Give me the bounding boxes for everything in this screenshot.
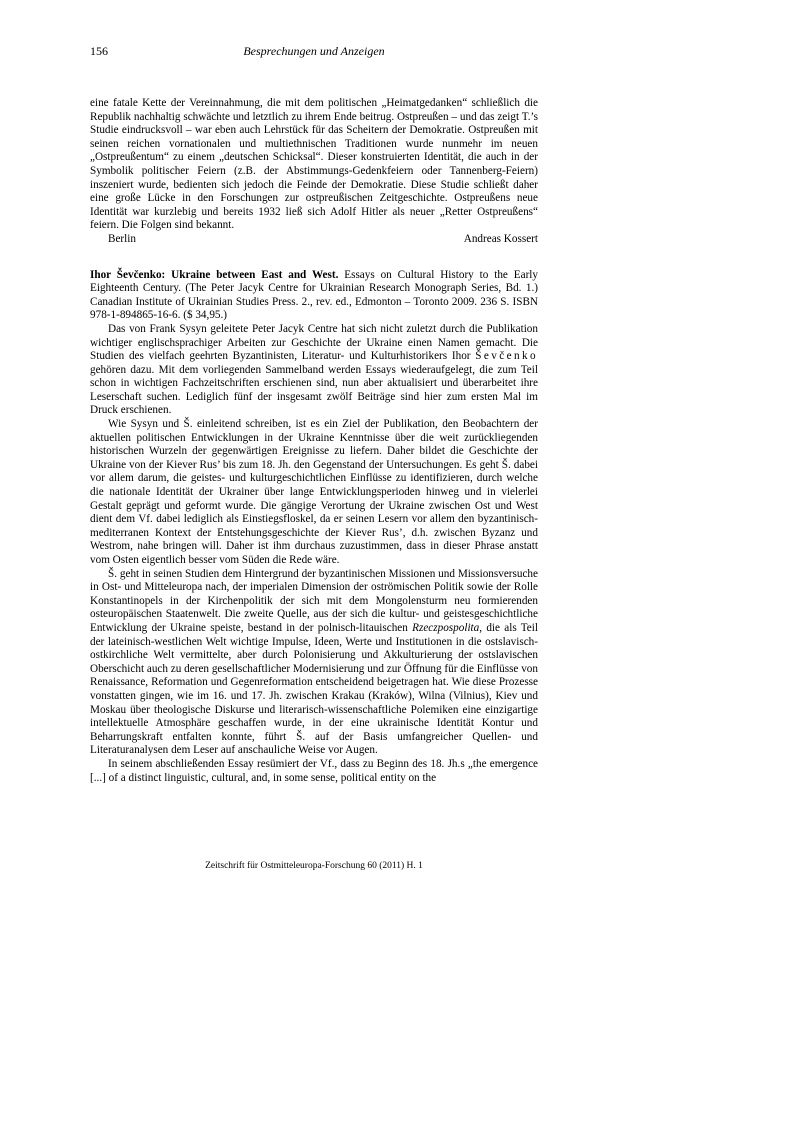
- paragraph-text: , die als Teil der lateinisch-westlichen Welt wichtige Impulse, Ideen, Werte und Institutionen in die ostslavisch-ostkirchliche Welt vermittelte, aber durch Polonisierung und Akkulturierung der ostslavischen Oberschicht auch zu deren gesellschaftlicher Modernisierung und zur Öffnung für die Einflüsse von Renaissance, Reformation und Gegenreformation entscheidend beigetragen hat. Wie diese Prozesse vonstatten gingen, wie im 16. und 17. Jh. zwischen Krakau (Kraków), Wilna (Vilnius), Kiev und Moskau über theologische Diskurse und literarisch-wissenschaftliche Polemiken eine einzigartige intellektuelle Atmosphäre geschaffen wurde, in der eine ukrainische Identität Kontur und Beharrungskraft entfalten konnte, führt Š. auf der Basis umfangreicher Quellen- und Literaturanalysen dem Leser auf anschauliche Weise vor Augen.: [90, 621, 538, 757]
- signature-place: Berlin: [108, 232, 136, 245]
- running-header: [90, 44, 538, 60]
- article-body: [90, 97, 538, 785]
- author-name-spaced: Ševčenko: [475, 350, 538, 363]
- review-bibliography: Essays on Cultural History to the Early Eighteenth Century. (The Peter Jacyk Centre for Ukrainian Research Monograph Series, Bd. 1.) Canadian Institute of Ukrainian Studies Press. 2., rev. ed., Edmonton – Toronto 2009. 236 S. ISBN 978-1-894865-16-6. ($ 34,95.): [90, 268, 538, 322]
- prev-review-paragraph: eine fatale Kette der Vereinnahmung, die mit dem politischen „Heimatgedanken“ schließlich die Republik nachhaltig schwächte und letztlich zu ihrem Ende beitrug. Ostpreußen – und das zeigt T.’s Studie eindrucksvoll – war eben auch Lehrstück für das Scheitern der Demokratie. Ostpreußen mit seinen reichen vornationalen und multiethnischen Traditionen wurde nunmehr im neuen „Ostpreußentum“ zu einem „deutschen Schicksal“. Dieser konstruierten Identität, die auch in der Symbolik politischer Feiern (z.B. der Abstimmungs-Gedenkfeiern oder Tannenberg-Feiern) inszeniert wurde, bedienten sich jedoch die Feinde der Demokratie. Diese Studie schließt daher eine große Lücke in den Forschungen zur ostpreußischen Zeitgeschichte. Ostpreußens neue Identität war kurzlebig und bereits 1932 ließ sich Adolf Hitler als neuer „Retter Ostpreußens“ feiern. Die Folgen sind bekannt.: [90, 97, 538, 232]
- page-number: 156: [90, 44, 108, 58]
- paragraph-text: Das von Frank Sysyn geleitete Peter Jacyk Centre hat sich nicht zuletzt durch die Publikation wichtiger englischsprachiger Arbeiten zur Geschichte der Ukraine einen Namen gemacht. Die Studien des vielfach geehrten Byzantinisten, Literatur- und Kulturhistorikers Ihor: [90, 322, 538, 363]
- review-bibliographic-entry: [90, 269, 538, 323]
- paragraph-text: gehören dazu. Mit dem vorliegenden Sammelband werden Essays wiederaufgelegt, die zum Teil schon in wichtigen Fachzeitschriften erschienen sind, nun aber aktualisiert und überarbeitet ihre Leserschaft suchen. Lediglich fünf der insgesamt zwölf Beiträge sind hier zum ersten Mal im Druck erschienen.: [90, 363, 538, 417]
- italic-term: Rzeczpospolita: [412, 621, 480, 634]
- review-paragraph-4: In seinem abschließenden Essay resümiert der Vf., dass zu Beginn des 18. Jh.s „the emergence [...] of a distinct linguistic, cultural, and, in some sense, political entity on the: [90, 757, 538, 784]
- signature-reviewer: Andreas Kossert: [463, 232, 538, 245]
- review-paragraph-3: [90, 568, 538, 758]
- review-paragraph-2: Wie Sysyn und Š. einleitend schreiben, ist es ein Ziel der Publikation, den Beobachtern der aktuellen politischen Entwicklungen in der Ukraine Kenntnisse über die weit zurückliegenden historischen Wurzeln der gegenwärtigen Ereignisse zu liefern. Daher bildet die Geschichte der Ukraine von der Kiever Rus’ bis zum 18. Jh. den Gegenstand der Untersuchungen. Es geht Š. dabei vor allem darum, die geistes- und kulturgeschichtlichen Einflüsse zu identifizieren, durch welche die nationale Identität der Ukrainer über lange Entwicklungsperioden hinweg und in vielerlei Gestalt geprägt und geformt wurde. Die gängige Verortung der Ukraine zwischen Ost und West dient dem Vf. dabei lediglich als Einstiegsfloskel, da er seinen Lesern vor allem den byzantinisch-mediterranen Kontext der Entstehungsgeschichte der Kiever Rus’, d.h. zwischen Byzanz und Westrom, nahe bringen will. Daher ist ihm durchaus zuzustimmen, dass in dieser Phrase anstatt vom Osten eigentlich besser vom Süden die Rede wäre.: [90, 418, 538, 566]
- journal-footer: Zeitschrift für Ostmitteleuropa-Forschung 60 (2011) H. 1: [205, 861, 423, 871]
- review-author-title: Ihor Ševčenko: Ukraine between East and West.: [90, 268, 339, 281]
- prev-review-signature: [90, 233, 538, 247]
- review-paragraph-1: [90, 323, 538, 418]
- running-title: Besprechungen und Anzeigen: [243, 44, 385, 58]
- paragraph-text: Š. geht in seinen Studien dem Hintergrund der byzantinischen Missionen und Missionsversuche in Ost- und Mitteleuropa nach, der imperialen Dimension der oströmischen Politik sowie der Rolle Konstantinopels in der Kirchenpolitik der sich mit dem Mongolensturm neu formierenden osteuropäischen Staatenwelt. Die zweite Quelle, aus der sich die kultur- und geistesgeschichtliche Entwicklung der Ukraine speiste, bestand in der polnisch-litauischen: [90, 567, 538, 634]
